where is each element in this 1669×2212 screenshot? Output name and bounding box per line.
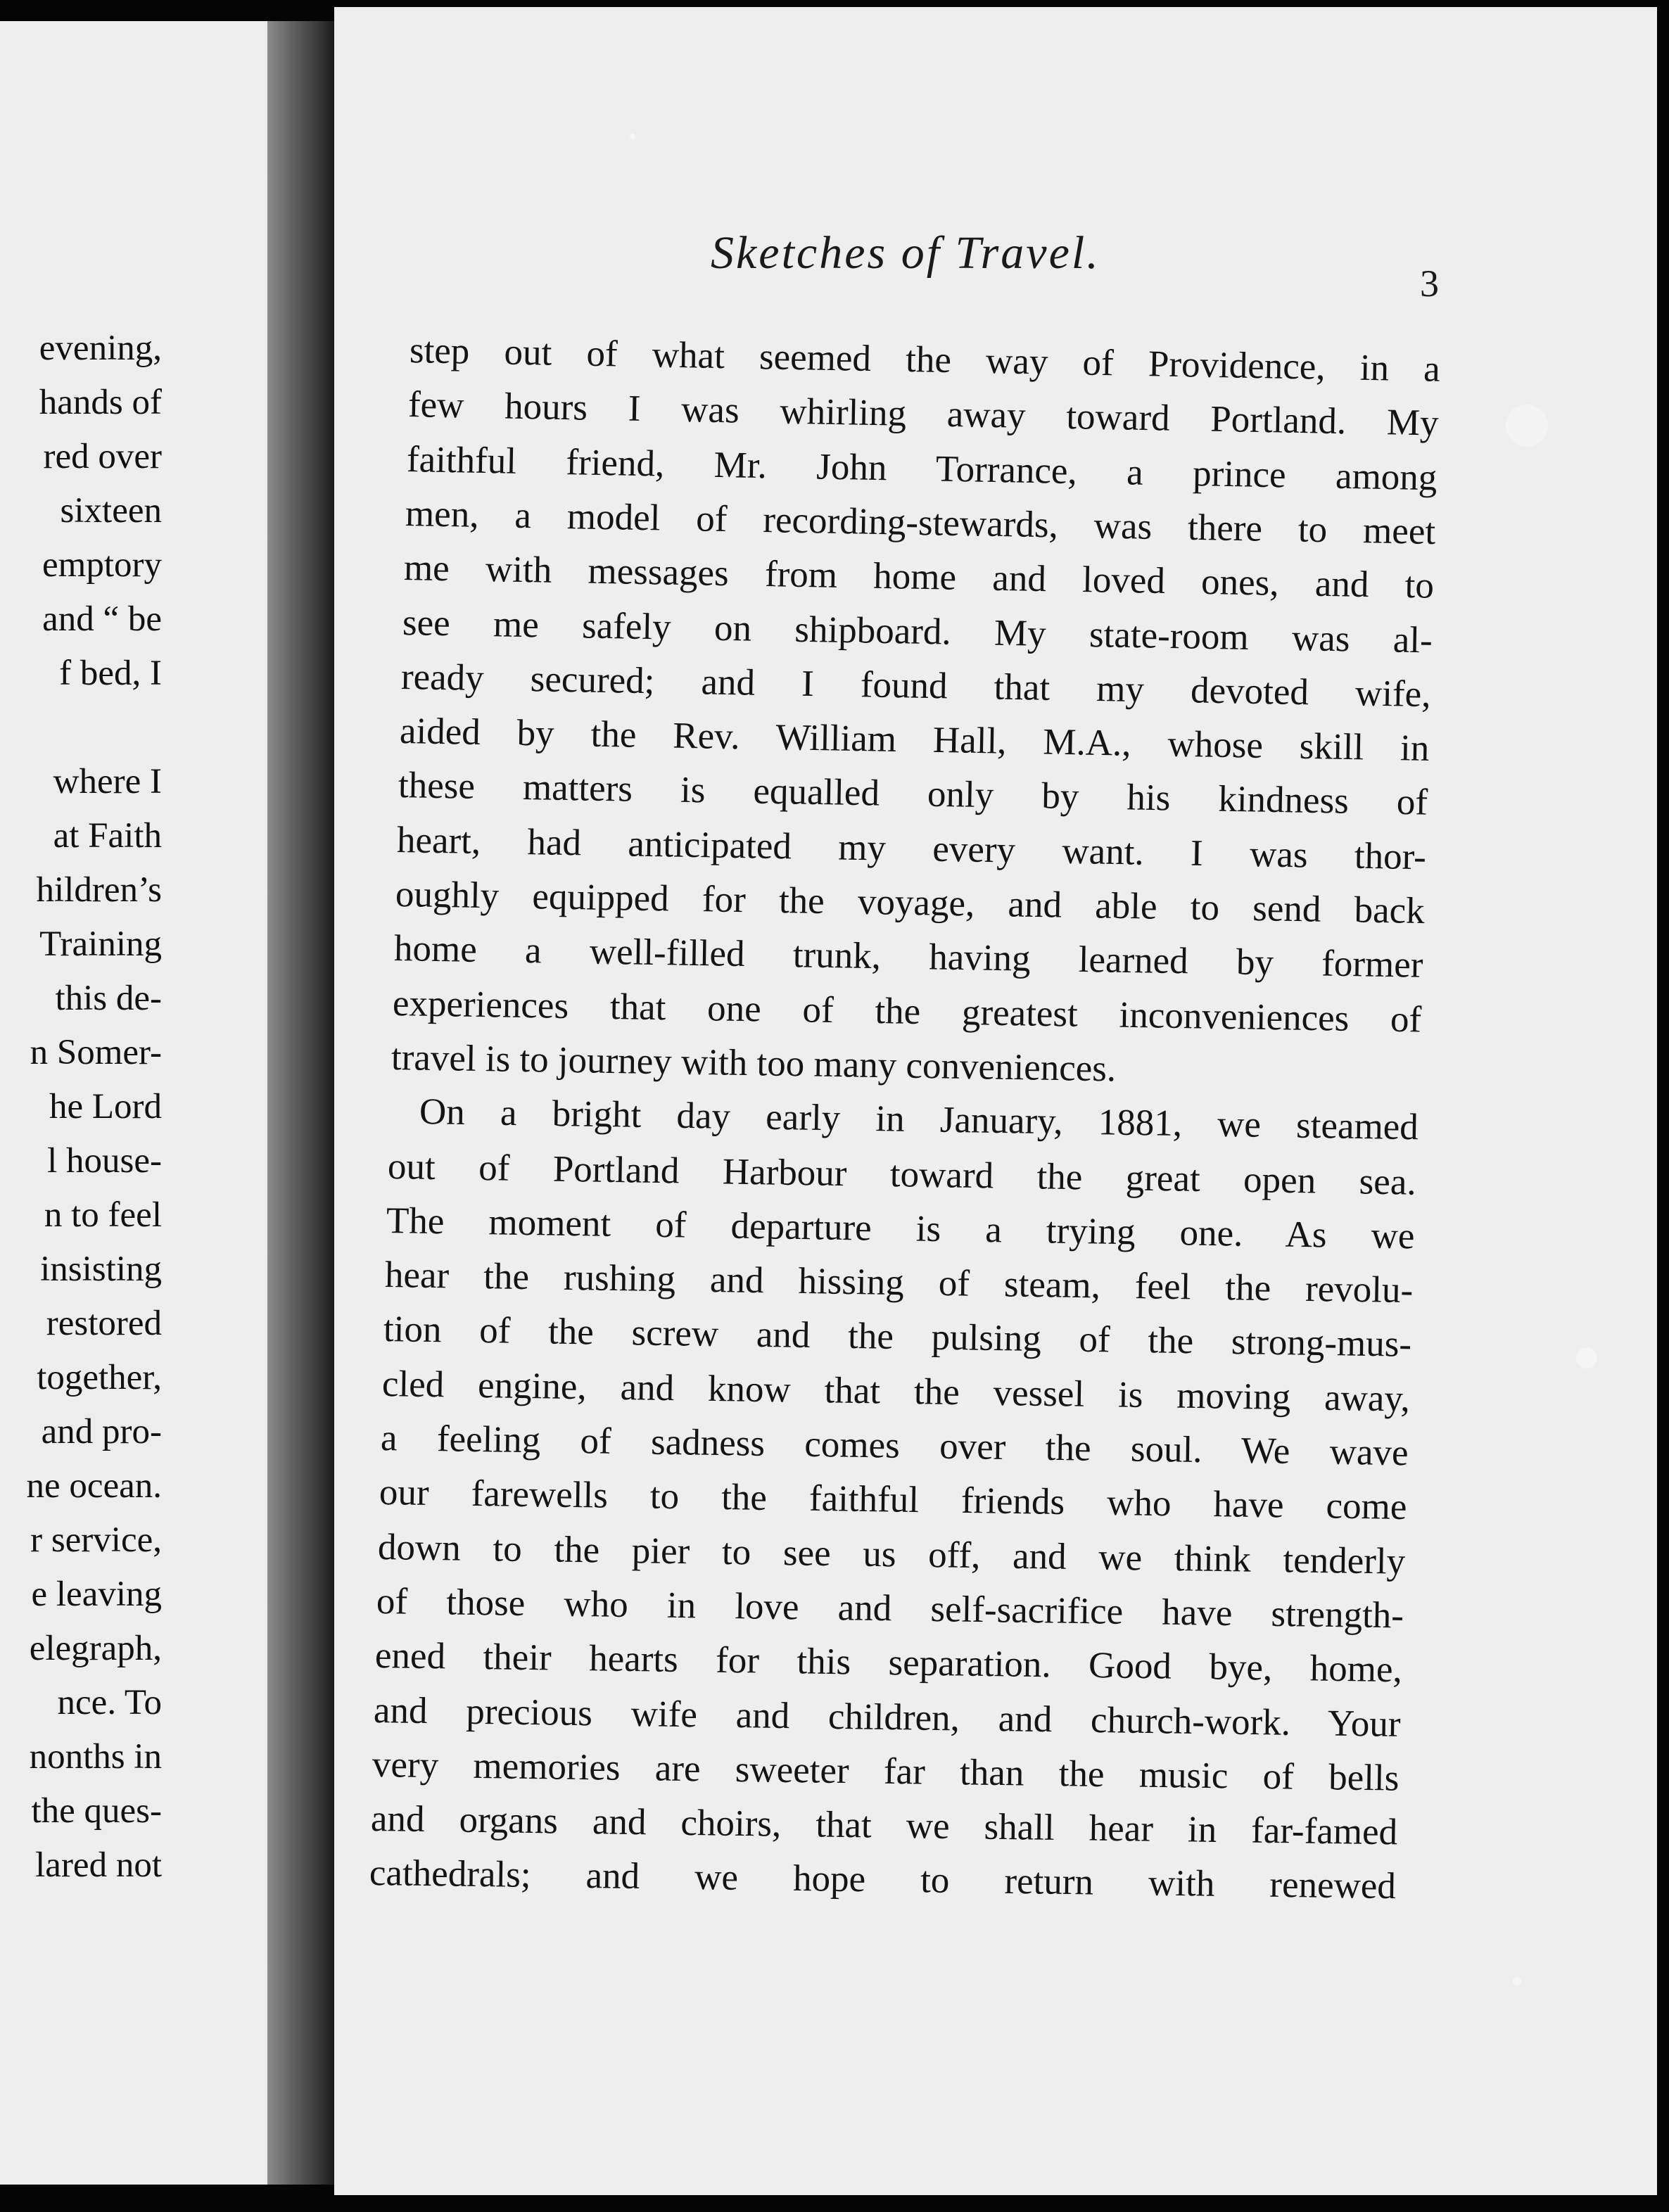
text-line: very memories are sweeter far than the music of bells [372,1743,1400,1799]
running-head: Sketches of Travel. [711,227,1100,279]
text-line: see me safely on shipboard. My state-room was al- [402,602,1433,661]
dust-speck [1513,1977,1521,1985]
left-page-line: nce. To [57,1683,162,1722]
left-page-line: insisting [40,1250,162,1289]
left-page-line: n to feel [44,1195,162,1235]
left-page-line: restored [46,1304,162,1343]
text-line: travel is to journey with too many conveniences. [391,1036,1117,1090]
left-page-line: where I [53,762,162,801]
text-line: On a bright day early in January, 1881, we steamed [419,1091,1419,1148]
text-line: these matters is equalled only by his kindness of [398,765,1428,824]
left-page-line: at Faith [53,816,162,856]
left-page-line: Training [39,924,162,964]
left-page-line: the ques- [31,1791,162,1831]
left-page-line: sixteen [60,491,162,530]
left-page-line: hildren’s [36,870,162,910]
left-page-line: ne ocean. [26,1466,162,1506]
text-line: cled engine, and know that the vessel is moving away, [381,1363,1411,1420]
text-line: hear the rushing and hissing of steam, feel the revolu- [384,1254,1414,1311]
text-line: me with messages from home and loved ones, and to [403,547,1435,606]
left-page-line: elegraph, [29,1629,162,1668]
page-number: 3 [1420,262,1439,305]
dust-speck [630,134,635,139]
text-line: step out of what seemed the way of Providence, in a [409,330,1441,390]
left-page-line: this de- [55,979,162,1018]
left-page-line: and “ be [42,599,162,639]
text-line: home a well-filled trunk, having learned by former [393,928,1423,986]
dust-speck [1506,405,1548,447]
text-line: few hours I was whirling away toward Portland. My [407,384,1440,444]
text-line: a feeling of sadness comes over the soul. We wave [380,1418,1409,1474]
text-line: experiences that one of the greatest inconveniences of [392,982,1422,1041]
left-page-line: emptory [42,545,162,585]
left-page-line: lared not [35,1845,162,1885]
text-line: and organs and choirs, that we shall hear in far-famed [370,1798,1398,1853]
text-line: cathedrals; and we hope to return with renewed [369,1852,1397,1907]
left-page-line: nonths in [29,1737,162,1776]
text-line: faithful friend, Mr. John Torrance, a prince among [406,438,1438,498]
left-page-line: r service, [30,1520,162,1560]
left-page-line: red over [43,437,162,476]
left-page-line: together, [37,1358,162,1397]
dust-speck [1576,1347,1597,1368]
text-line: our farewells to the faithful friends who have come [379,1472,1408,1528]
text-line: heart, had anticipated my every want. I was thor- [396,819,1427,878]
text-line: down to the pier to see us off, and we think tenderly [377,1526,1406,1582]
text-line: men, a model of recording-stewards, was there to meet [405,492,1436,552]
left-page-line: l house- [47,1141,162,1181]
text-line: ready secured; and I found that my devoted wife, [400,656,1431,715]
text-line: ened their hearts for this separation. Good bye, home, [374,1635,1403,1691]
text-line: and precious wife and children, and church-work. Your [373,1689,1402,1745]
left-page-line: f bed, I [59,654,162,693]
left-page-line: and pro- [41,1412,162,1451]
text-line: aided by the Rev. William Hall, M.A., whose skill in [399,711,1430,769]
left-page-line: e leaving [31,1575,162,1614]
left-page-line: he Lord [49,1087,162,1126]
text-line: of those who in love and self-sacrifice have strength- [376,1580,1404,1636]
left-page-line: hands of [39,383,162,422]
text-line: tion of the screw and the pulsing of the strong-mus- [383,1309,1412,1366]
text-line: out of Portland Harbour toward the great open sea. [388,1145,1417,1203]
left-page-line: n Somer- [30,1033,162,1072]
left-page-line: evening, [39,329,162,368]
text-line: The moment of departure is a trying one. As we [386,1200,1416,1257]
text-line: oughly equipped for the voyage, and able to send back [395,874,1425,932]
